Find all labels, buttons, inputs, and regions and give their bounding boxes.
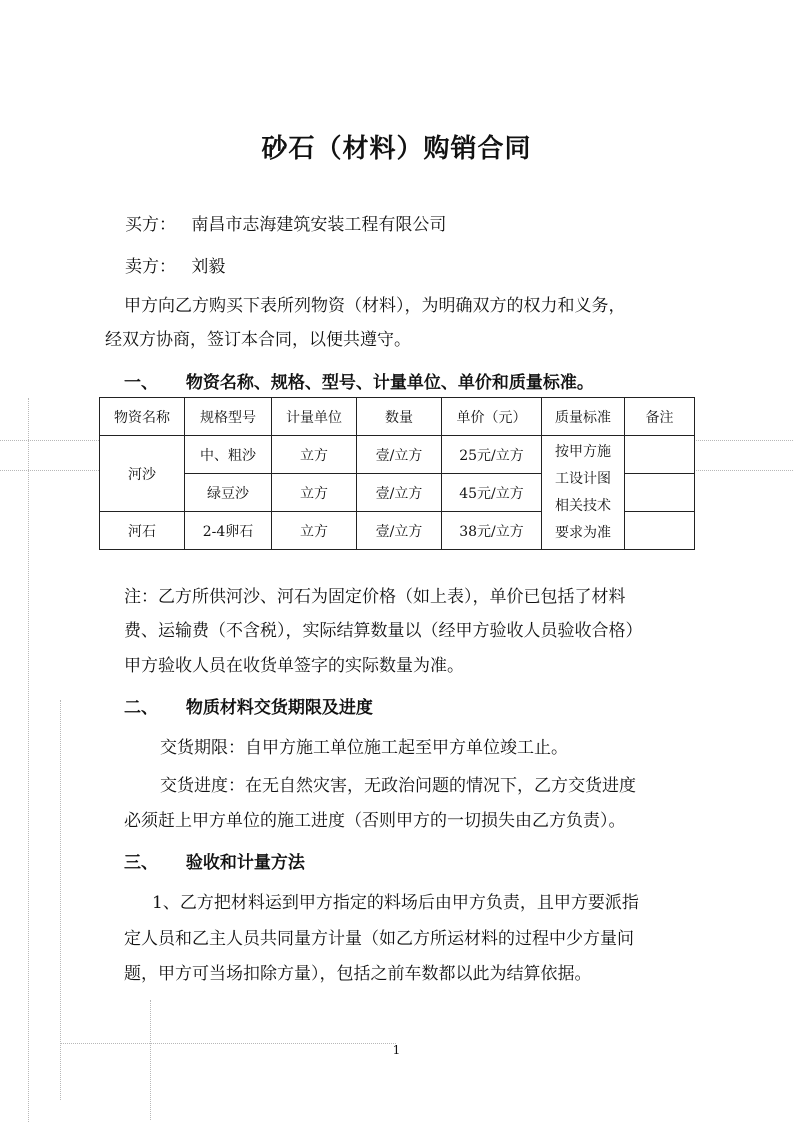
unit-cell: 立方 xyxy=(272,512,357,550)
quality-standard-line: 要求为准 xyxy=(555,524,611,541)
section-2-heading xyxy=(124,693,373,718)
inspection-line-3: 题，甲方可当场扣除方量），包括之前车数都以此为结算依据。 xyxy=(124,964,592,984)
section-1-number: 一、 xyxy=(124,373,158,393)
note-line-3: 甲方验收人员在收货单签字的实际数量为准。 xyxy=(124,656,464,676)
seller-name: 刘毅 xyxy=(191,257,226,277)
buyer-label: 买方： xyxy=(125,215,176,235)
table-header-cell: 计量单位 xyxy=(272,398,357,436)
section-2-number: 二、 xyxy=(124,698,158,718)
quality-standard-line: 按甲方施 xyxy=(555,443,611,460)
note-line-2: 费、运输费（不含税），实际结算数量以（经甲方验收人员验收合格） xyxy=(124,621,643,641)
guide-line xyxy=(0,440,99,441)
quality-standard-line: 工设计图 xyxy=(555,470,611,487)
price-cell: 25元/立方 xyxy=(442,436,542,474)
quantity-cell: 壹/立方 xyxy=(357,474,442,512)
unit-cell: 立方 xyxy=(272,474,357,512)
section-3-number: 三、 xyxy=(124,853,158,873)
seller-line xyxy=(125,252,225,277)
material-name-cell: 河石 xyxy=(100,512,185,550)
quality-standard-cell xyxy=(542,436,625,550)
note-line-1: 注：乙方所供河沙、河石为固定价格（如上表），单价已包括了材料 xyxy=(124,587,626,607)
inspection-line-1: 1、乙方把材料运到甲方指定的料场后由甲方负责，且甲方要派指 xyxy=(152,893,639,913)
table-header-cell: 数量 xyxy=(357,398,442,436)
delivery-period: 交货期限：自甲方施工单位施工起至甲方单位竣工止。 xyxy=(160,738,568,758)
intro-line-2: 经双方协商，签订本合同，以便共遵守。 xyxy=(105,330,411,350)
section-1-title: 物资名称、规格、型号、计量单位、单价和质量标准。 xyxy=(185,373,594,393)
guide-line xyxy=(60,700,61,1100)
document-title: 砂石（材料）购销合同 xyxy=(261,134,532,164)
guide-line xyxy=(28,398,29,1122)
quantity-cell: 壹/立方 xyxy=(357,512,442,550)
spec-cell: 中、粗沙 xyxy=(185,436,272,474)
quantity-cell: 壹/立方 xyxy=(357,436,442,474)
spec-cell: 绿豆沙 xyxy=(185,474,272,512)
table-header-cell: 质量标准 xyxy=(542,398,625,436)
guide-line xyxy=(694,440,793,441)
table-header-row xyxy=(100,398,695,436)
materials-table xyxy=(99,397,695,550)
section-3-heading xyxy=(124,848,305,873)
price-cell: 38元/立方 xyxy=(442,512,542,550)
table-header-cell: 备注 xyxy=(625,398,695,436)
unit-cell: 立方 xyxy=(272,436,357,474)
quality-standard-line: 相关技术 xyxy=(555,497,611,514)
buyer-name: 南昌市志海建筑安装工程有限公司 xyxy=(191,215,447,235)
price-cell: 45元/立方 xyxy=(442,474,542,512)
table-header-cell: 物资名称 xyxy=(100,398,185,436)
section-1-heading xyxy=(124,368,594,393)
material-name-cell: 河沙 xyxy=(100,436,185,512)
inspection-line-2: 定人员和乙主人员共同量方计量（如乙方所运材料的过程中少方量问 xyxy=(124,929,634,949)
remarks-cell xyxy=(625,436,695,474)
remarks-cell xyxy=(625,474,695,512)
spec-cell: 2-4卵石 xyxy=(185,512,272,550)
page-number: 1 xyxy=(392,1043,401,1057)
seller-label: 卖方： xyxy=(125,257,176,277)
delivery-progress-line-2: 必须赶上甲方单位的施工进度（否则甲方的一切损失由乙方负责）。 xyxy=(124,811,626,831)
remarks-cell xyxy=(625,512,695,550)
guide-line xyxy=(150,1000,151,1120)
delivery-progress-line-1: 交货进度：在无自然灾害，无政治问题的情况下，乙方交货进度 xyxy=(160,776,636,796)
intro-line-1: 甲方向乙方购买下表所列物资（材料），为明确双方的权力和义务， xyxy=(124,296,626,316)
guide-line xyxy=(694,470,793,471)
guide-line xyxy=(0,470,99,471)
buyer-line xyxy=(125,210,446,235)
section-2-title: 物质材料交货期限及进度 xyxy=(185,698,373,718)
section-3-title: 验收和计量方法 xyxy=(185,853,305,873)
table-header-cell: 规格型号 xyxy=(185,398,272,436)
table-header-cell: 单价（元） xyxy=(442,398,542,436)
table-row xyxy=(100,436,695,474)
